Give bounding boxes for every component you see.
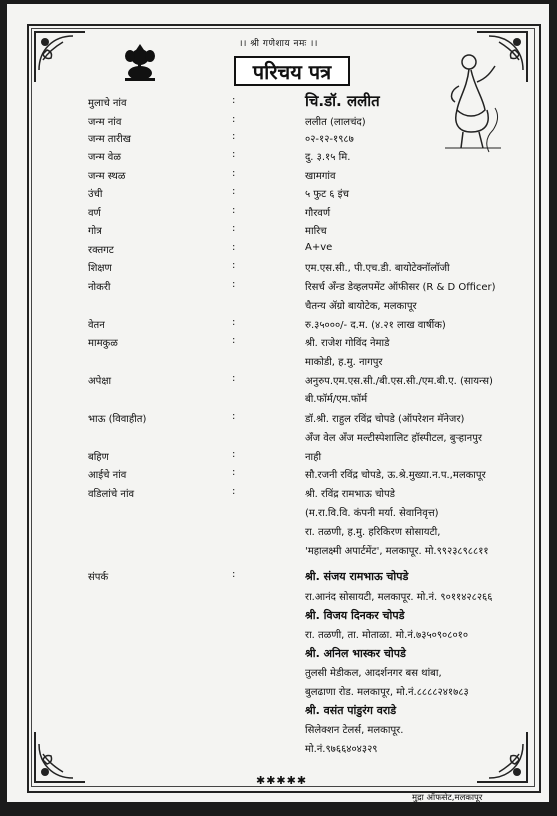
printer-credit: मुद्रा ऑफसेट,मलकापूर <box>412 793 483 803</box>
field-label: मामकुळ <box>88 338 118 349</box>
field-separator: : <box>232 569 236 580</box>
field-label: जन्म तारीख <box>88 134 131 145</box>
page-title: परिचय पत्र <box>234 56 350 86</box>
ganesha-icon <box>119 42 161 82</box>
field-label: अपेक्षा <box>88 376 112 387</box>
field-label: जन्म वेळ <box>88 152 121 163</box>
field-separator: : <box>232 205 236 216</box>
field-value: रिसर्च अँन्ड डेव्हलपमेंट ऑफीसर (R & D Officer) <box>305 282 496 293</box>
field-value: (म.रा.वि.वि. कंपनी मर्या. सेवानिवृत्त) <box>305 508 439 519</box>
field-value: चि.डॉ. ललीत <box>305 92 380 110</box>
field-separator: : <box>232 186 236 197</box>
corner-ornament-icon <box>33 730 87 784</box>
field-value: रा.आनंद सोसायटी, मलकापूर. मो.नं. ९०११४२८२६६ <box>305 592 493 603</box>
field-value: सिलेक्शन टेलर्स, मलकापूर. <box>305 725 404 736</box>
field-value: मो.नं.९७६६४०४३२९ <box>305 744 378 755</box>
field-value: श्री. राजेश गोविंद नेमाडे <box>305 338 390 349</box>
field-value: रु.३५०००/- द.म. (४.२१ लाख वार्षीक) <box>305 320 446 331</box>
field-label: बहिण <box>88 452 109 463</box>
field-value: सौ.रजनी रविंद्र चोपडे, ऊ.श्रे.मुख्या.न.प.,मलकापूर <box>305 470 486 481</box>
field-label: वर्ण <box>88 208 101 219</box>
field-separator: : <box>232 223 236 234</box>
corner-ornament-icon <box>475 730 529 784</box>
field-value: गौरवर्ण <box>305 208 331 219</box>
field-separator: : <box>232 149 236 160</box>
field-value: रा. तळणी, ता. मोताळा. मो.नं.७३५०९०८०१० <box>305 630 469 641</box>
field-label: वडिलांचे नांव <box>88 489 135 500</box>
field-value: श्री. रविंद्र रामभाऊ चोपडे <box>305 489 396 500</box>
field-value: श्री. वसंत पांडुरंग वराडे <box>305 704 397 717</box>
saint-figure-icon <box>437 48 507 160</box>
field-separator: : <box>232 449 236 460</box>
field-value: रा. तळणी, ह.मु. हरिकिरण सोसायटी, <box>305 527 441 538</box>
field-value: खामगांव <box>305 171 336 182</box>
field-value: श्री. विजय दिनकर चोपडे <box>305 609 405 622</box>
field-value: श्री. संजय रामभाऊ चोपडे <box>305 570 409 583</box>
field-separator: : <box>232 335 236 346</box>
field-separator: : <box>232 279 236 290</box>
field-separator: : <box>232 317 236 328</box>
field-label: आईचे नांव <box>88 470 127 481</box>
field-separator: : <box>232 114 236 125</box>
field-value: श्री. अनिल भास्कर चोपडे <box>305 647 406 660</box>
field-separator: : <box>232 467 236 478</box>
field-label: शिक्षण <box>88 263 112 274</box>
field-label: उंची <box>88 189 103 200</box>
field-label: भाऊ (विवाहीत) <box>88 414 147 425</box>
field-separator: : <box>232 131 236 142</box>
field-label: गोत्र <box>88 226 102 237</box>
field-value: बी.फॉर्म/एम.फॉर्म <box>305 394 368 405</box>
field-value: माकोडी, ह.मु. नागपुर <box>305 357 383 368</box>
field-value: डॉ.श्री. राहुल रविंद्र चोपडे (ऑपरेशन मॅनेजर) <box>305 414 465 425</box>
field-label: नोकरी <box>88 282 111 293</box>
field-label: संपर्क <box>88 572 109 583</box>
field-value: ५ फुट ६ इंच <box>305 189 349 200</box>
field-value: ०२-१२-१९८७ <box>305 134 354 145</box>
field-value: दु. ३.१५ मि. <box>305 152 351 163</box>
field-separator: : <box>232 168 236 179</box>
field-label: मुलाचे नांव <box>88 98 127 109</box>
field-label: जन्म नांव <box>88 117 122 128</box>
field-separator: : <box>232 486 236 497</box>
field-label: जन्म स्थळ <box>88 171 126 182</box>
field-separator: : <box>232 95 236 106</box>
field-value: तुलसी मेडीकल, आदर्शनगर बस थांबा, <box>305 668 442 679</box>
field-label: रक्तगट <box>88 245 114 256</box>
field-separator: : <box>232 260 236 271</box>
field-separator: : <box>232 373 236 384</box>
field-value: चैतन्य ॲग्रो बायोटेक, मलकापूर <box>305 301 417 312</box>
field-value: अनुरुप.एम.एस.सी./बी.एस.सी./एम.बी.ए. (सायन्स) <box>305 376 493 387</box>
field-separator: : <box>232 411 236 422</box>
field-value: ललीत (लालचंद) <box>305 117 366 128</box>
field-label: वेतन <box>88 320 105 331</box>
field-value: नाही <box>305 452 322 463</box>
field-value: अँज वेल अँज मल्टीस्पेशालिट हॉस्पीटल, बुऱ्हानपुर <box>305 433 482 444</box>
field-value: A+ve <box>305 242 333 253</box>
invocation-text: ।। श्री गणेशाय नमः ।। <box>239 39 318 49</box>
decorative-stars: ✱✱✱✱✱ <box>256 774 308 787</box>
field-separator: : <box>232 242 236 253</box>
field-value: 'महालक्ष्मी अपार्टमेंट', मलकापूर. मो.९९२३८९८८११ <box>305 546 489 557</box>
field-value: मारिच <box>305 226 327 237</box>
field-value: बुलढाणा रोड. मलकापूर, मो.नं.८८८८२४१७८३ <box>305 687 469 698</box>
field-value: एम.एस.सी., पी.एच.डी. बायोटेक्नॉलॉजी <box>305 263 450 274</box>
